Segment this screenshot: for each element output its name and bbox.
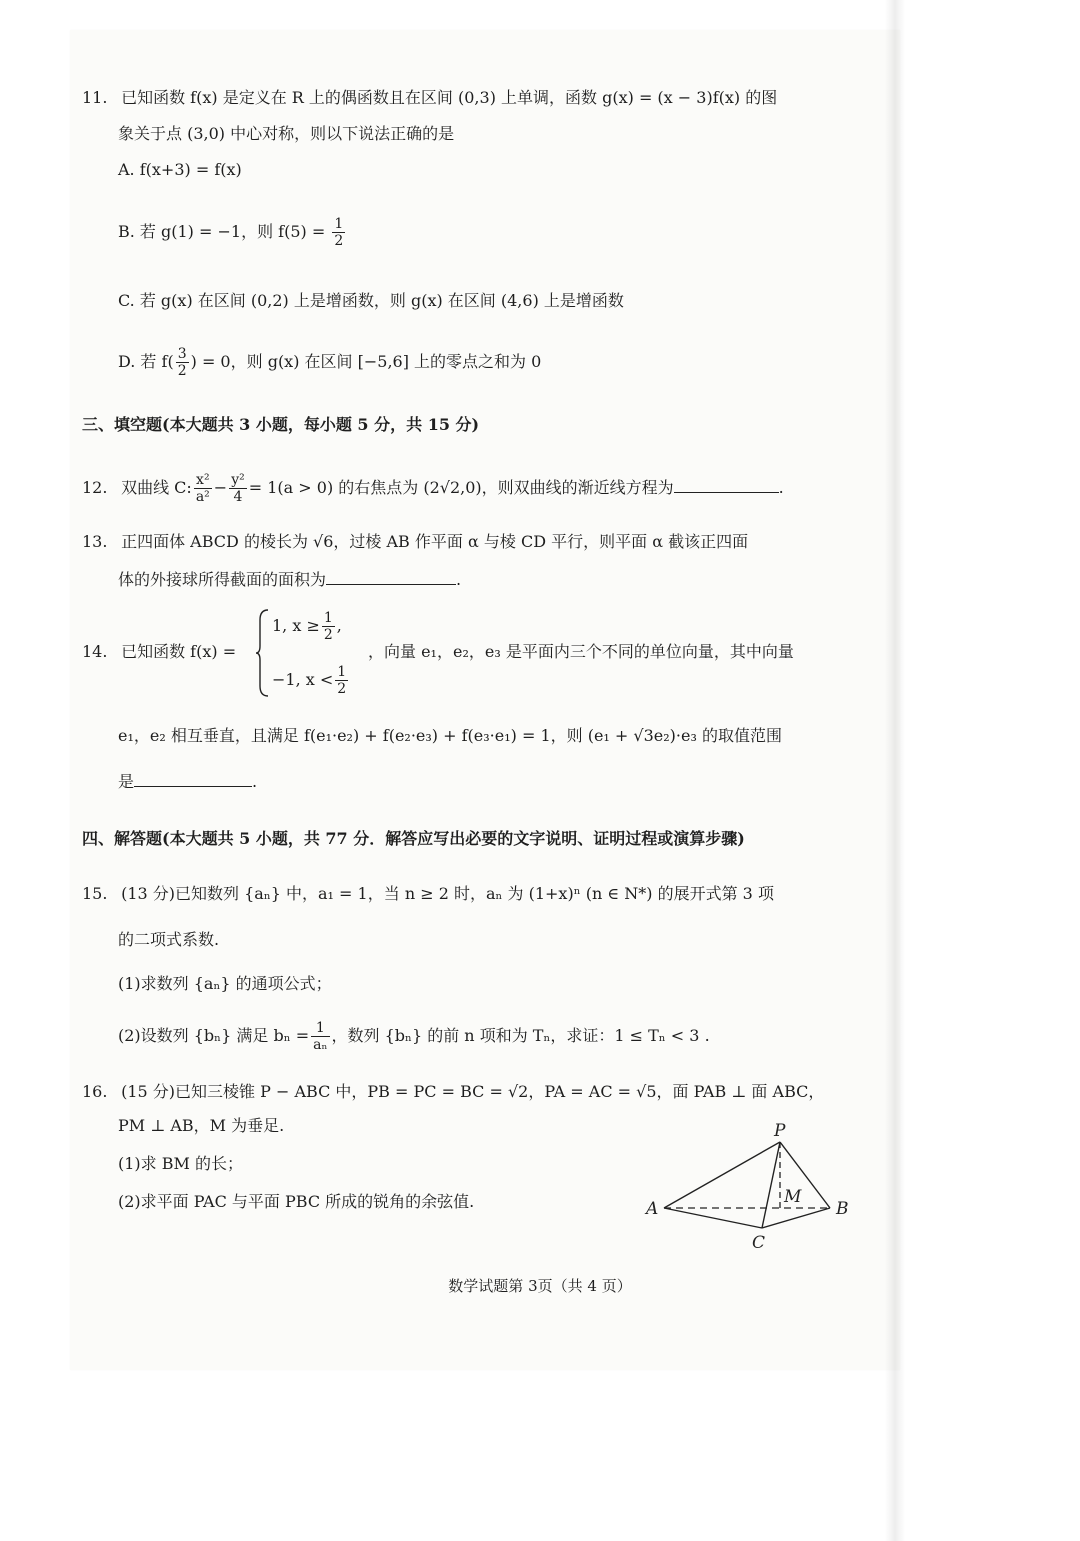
q13-line1 — [82, 530, 748, 554]
q15-stem-2: 的二项式系数. — [118, 930, 220, 949]
q12-line — [82, 472, 784, 505]
period: . — [252, 772, 258, 791]
comma: , — [336, 616, 342, 635]
numerator: 1 — [311, 1020, 329, 1037]
q16-line1 — [82, 1080, 824, 1104]
q15-part1 — [118, 972, 332, 996]
q16-stem-1: (15 分)已知三棱锥 P − ABC 中，PB = PC = BC = √2，PA = AC = √5，面 PAB ⊥ 面 ABC， — [121, 1082, 825, 1101]
option-d-prefix: D. 若 f( — [118, 352, 174, 371]
triangular-pyramid-figure — [640, 1120, 870, 1250]
numerator: x² — [194, 472, 212, 489]
denominator: 2 — [323, 627, 333, 643]
fraction — [332, 216, 345, 249]
q15-part2-prefix: (2)设数列 {bₙ} 满足 bₙ = — [118, 1026, 310, 1045]
page-footer: 数学试题第 3页（共 4 页） — [448, 1277, 632, 1295]
label-P: P — [774, 1121, 786, 1141]
minus-sign: − — [213, 478, 228, 497]
period: . — [778, 478, 784, 497]
q11-stem-2: 象关于点 (3,0) 中心对称，则以下说法正确的是 — [118, 124, 455, 143]
q11-option-b — [118, 216, 347, 249]
q14-after-text: ，向量 e₁，e₂，e₃ 是平面内三个不同的单位向量，其中向量 — [368, 642, 794, 661]
section-heading-fill-in: 三、填空题(本大题共 3 小题，每小题 5 分，共 15 分) — [82, 415, 480, 434]
question-number: 16. — [82, 1082, 108, 1101]
piecewise-brace — [256, 608, 270, 698]
q12-suffix: = 1(a > 0) 的右焦点为 (2√2,0)，则双曲线的渐近线方程为 — [248, 478, 674, 497]
denominator: aₙ — [313, 1037, 328, 1053]
q14-line2 — [118, 724, 782, 748]
page-edge-shadow — [885, 0, 905, 1541]
period: . — [456, 570, 462, 589]
q14-stem-3: 是 — [118, 772, 135, 791]
section-heading-solutions: 四、解答题(本大题共 5 小题，共 77 分．解答应写出必要的文字说明、证明过程或演算步骤) — [82, 829, 745, 848]
answer-blank — [134, 768, 252, 787]
question-number: 15. — [82, 884, 108, 903]
question-number: 14. — [82, 642, 108, 661]
q13-stem-1: 正四面体 ABCD 的棱长为 √6，过棱 AB 作平面 α 与棱 CD 平行，则平面 α 截该正四面 — [121, 532, 749, 551]
q14-line3 — [118, 768, 257, 794]
label-B: B — [836, 1199, 849, 1219]
numerator: 1 — [323, 610, 333, 626]
option-a-text: A. f(x+3) = f(x) — [118, 160, 242, 179]
q11-line2 — [118, 122, 454, 146]
label-A: A — [646, 1199, 659, 1219]
fraction — [322, 610, 335, 643]
q13-stem-2: 体的外接球所得截面的面积为 — [118, 570, 327, 589]
denominator: 2 — [337, 681, 347, 697]
q11-option-c — [118, 288, 624, 311]
q11-stem-1: 已知函数 f(x) 是定义在 R 上的偶函数且在区间 (0,3) 上单调，函数 g(x) = (x − 3)f(x) 的图 — [121, 88, 778, 107]
numerator: y² — [231, 472, 245, 488]
question-number: 11. — [82, 88, 108, 107]
q14-stem-2: e₁，e₂ 相互垂直，且满足 f(e₁·e₂) + f(e₂·e₃) + f(e₃·e₁) = 1，则 (e₁ + √3e₂)·e₃ 的取值范围 — [118, 726, 782, 745]
q16-part1 — [118, 1152, 243, 1176]
q12-prefix: 双曲线 C: — [121, 478, 192, 497]
denominator: 2 — [334, 233, 344, 249]
option-b-text: B. 若 g(1) = −1，则 f(5) = — [118, 222, 326, 241]
edge-PA — [664, 1142, 780, 1208]
q11-line1 — [82, 86, 777, 110]
question-number: 12. — [82, 478, 108, 497]
edge-AC — [664, 1208, 762, 1228]
q16-line2 — [118, 1114, 284, 1138]
q15-part2 — [118, 1020, 710, 1053]
case1-text: 1, x ≥ — [272, 616, 320, 635]
edge-CB — [762, 1208, 830, 1228]
fraction — [176, 346, 189, 379]
q14-case1 — [272, 610, 342, 643]
answer-blank — [326, 566, 456, 585]
q11-option-a — [118, 160, 242, 179]
q14-line1 — [82, 640, 236, 664]
q16-part2-text: (2)求平面 PAC 与平面 PBC 所成的锐角的余弦值. — [118, 1192, 475, 1211]
q16-part1-text: (1)求 BM 的长； — [118, 1154, 243, 1173]
denominator: a² — [195, 489, 210, 505]
option-c-text: C. 若 g(x) 在区间 (0,2) 上是增函数，则 g(x) 在区间 (4,6) 上是增函数 — [118, 291, 624, 310]
denominator: 4 — [233, 489, 243, 505]
fraction — [194, 472, 212, 505]
q14-case2 — [272, 664, 350, 697]
edge-PC — [762, 1142, 780, 1228]
q13-line2 — [118, 566, 461, 592]
q11-option-d — [118, 346, 541, 379]
fraction — [311, 1020, 329, 1053]
q15-stem-1: (13 分)已知数列 {aₙ} 中，a₁ = 1，当 n ≥ 2 时，aₙ 为 (1+x)ⁿ (n ∈ N*) 的展开式第 3 项 — [121, 884, 774, 903]
q16-part2 — [118, 1190, 474, 1214]
q15-part2-suffix: ，数列 {bₙ} 的前 n 项和为 Tₙ，求证：1 ≤ Tₙ < 3 . — [331, 1026, 710, 1045]
label-M: M — [784, 1187, 802, 1207]
fraction — [335, 664, 348, 697]
q15-part1-text: (1)求数列 {aₙ} 的通项公式； — [118, 974, 332, 993]
numerator: 3 — [177, 346, 187, 362]
numerator: 1 — [334, 216, 344, 232]
label-C: C — [752, 1233, 766, 1250]
q16-stem-2: PM ⊥ AB，M 为垂足. — [118, 1116, 285, 1135]
q14-prefix: 已知函数 f(x) = — [121, 642, 237, 661]
denominator: 2 — [177, 363, 187, 379]
answer-blank — [674, 474, 779, 493]
case2-text: −1, x < — [272, 670, 334, 689]
question-number: 13. — [82, 532, 108, 551]
q15-line2 — [118, 928, 219, 952]
q15-line1 — [82, 882, 774, 906]
numerator: 1 — [337, 664, 347, 680]
option-d-suffix: ) = 0，则 g(x) 在区间 [−5,6] 上的零点之和为 0 — [190, 352, 542, 371]
fraction — [229, 472, 247, 505]
q14-after — [368, 640, 794, 664]
